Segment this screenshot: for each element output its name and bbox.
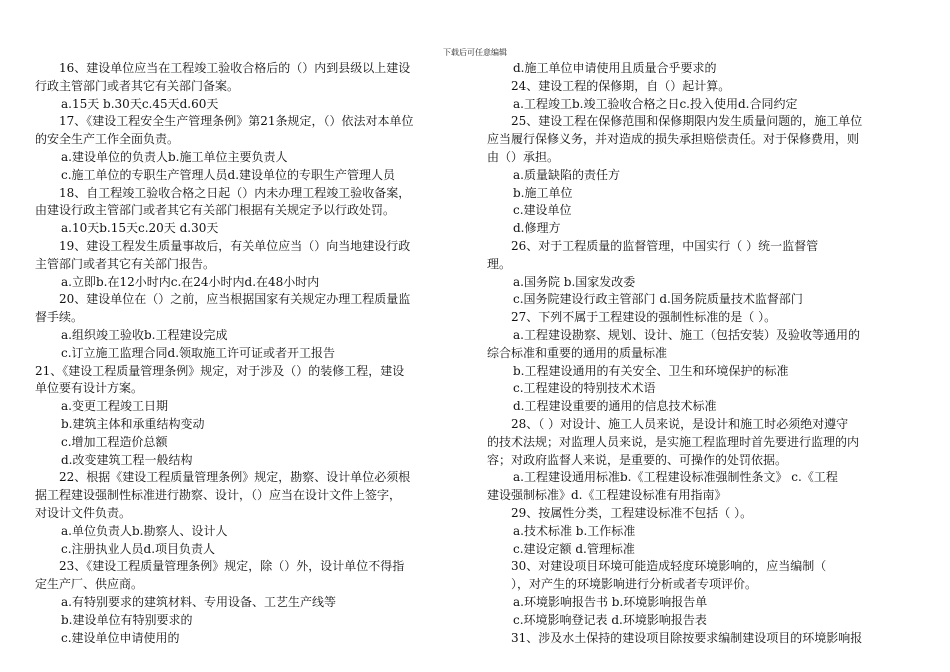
text-line: 25、建设工程在保修范围和保修期限内发生质量问题的，施工单位 [511,114,863,129]
text-line: 理。 [487,256,512,271]
text-line: a.15天 b.30天c.45天d.60天 [61,96,219,111]
text-line: 16、建设单位应当在工程竣工验收合格后的（）内到县级以上建设 [59,61,411,75]
text-line: 由（）承担。 [487,149,560,164]
text-line: b.工程建设通用的有关安全、卫生和环境保护的标准 [513,363,789,378]
page-header: 下载后可任意编辑 [443,48,507,57]
text-line: 应当履行保修义务，并对造成的损失承担赔偿责任。对于保修费用，则 [487,132,860,147]
text-line: c.建设单位 [513,203,572,218]
text-line: a.工程建设勘察、规划、设计、施工（包括安装）及验收等通用的 [513,327,860,342]
text-line: 23、《建设工程质量管理条例》规定，除（）外，设计单位不得指 [59,559,405,574]
text-line: 督手续。 [35,310,84,325]
text-line: 由建设行政主管部门或者其它有关部门根据有关规定予以行政处罚。 [35,203,396,218]
text-line: c.施工单位的专职生产管理人员d.建设单位的专职生产管理人员 [61,167,396,182]
text-line: 18、自工程竣工验收合格之日起（）内未办理工程竣工验收备案， [59,185,411,200]
text-line: c.国务院建设行政主管部门 d.国务院质量技术监督部门 [513,292,803,307]
text-line: 对设计文件负责。 [35,505,132,520]
text-line: 的安全生产工作全面负责。 [35,132,180,147]
text-line: d.施工单位申请使用且质量合乎要求的 [513,61,717,75]
text-line: d.工程建设重要的通用的信息技术标准 [513,399,717,414]
text-line: b.施工单位 [513,185,573,200]
text-line: a.质量缺陷的责任方 [513,167,620,182]
text-line: 单位要有设计方案。 [35,381,144,396]
text-line: 定生产厂、供应商。 [35,577,144,592]
text-line: b.建筑主体和承重结构变动 [61,416,205,431]
right-column [487,60,914,647]
text-line: 20、建设单位在（）之前，应当根据国家有关规定办理工程质量监 [59,292,411,307]
text-line: a.国务院 b.国家发改委 [513,274,636,289]
text-line: 27、下列不属于工程建设的强制性标准的是（ ）。 [511,310,777,325]
text-line: 综合标准和重要的通用的质量标准 [487,345,668,360]
text-line: 28、（ ）对设计、施工人员来说，是设计和施工时必须绝对遵守 [511,416,849,431]
text-line: a.建设单位的负责人b.施工单位主要负责人 [61,149,288,164]
text-line: c.建设单位申请使用的 [61,630,180,645]
text-line: c.环境影响登记表 d.环境影响报告表 [513,612,707,627]
text-line: 26、对于工程质量的监督管理，中国实行（ ）统一监督管 [511,238,819,253]
text-line: a.有特别要求的建筑材料、专用设备、工艺生产线等 [61,594,336,609]
text-line: a.工程建设通用标准b.《工程建设标准强制性条文》 c.《工程 [513,470,838,485]
text-line: d.改变建筑工程一般结构 [61,452,193,467]
text-line: c.增加工程造价总额 [61,434,168,449]
text-line: b.建设单位有特别要求的 [61,612,193,627]
text-line: ），对产生的环境影响进行分析或者专项评价。 [511,577,758,592]
text-line: 22、根据《建设工程质量管理条例》规定，勘察、设计单位必须根 [59,470,411,485]
text-line: a.工程竣工b.竣工验收合格之日c.投入使用d.合同约定 [513,96,798,111]
text-line: a.技术标准 b.工作标准 [513,523,636,538]
text-line: 21、《建设工程质量管理条例》规定，对于涉及（）的装修工程，建设 [35,363,405,378]
left-column [35,60,460,647]
text-line: 19、建设工程发生质量事故后，有关单位应当（）向当地建设行政 [59,238,411,253]
text-line: 据工程建设强制性标准进行勘察、设计，（）应当在设计文件上签字， [35,488,402,503]
text-line: c.建设定额 d.管理标准 [513,541,635,556]
text-line: c.订立施工监理合同d.领取施工许可证或者开工报告 [61,345,336,360]
text-line: 主管部门或者其它有关部门报告。 [35,256,216,271]
text-line: a.变更工程竣工日期 [61,399,168,414]
text-line: 24、建设工程的保修期，自（）起计算。 [511,78,731,93]
text-line: 17、《建设工程安全生产管理条例》第21条规定，（）依法对本单位 [59,114,414,129]
text-line: a.10天b.15天c.20天 d.30天 [61,221,219,236]
text-line: 容；对政府监督人来说，是重要的、可操作的处罚依据。 [487,452,788,467]
text-line: 30、对建设项目环境可能造成轻度环境影响的，应当编制（ [511,559,827,574]
text-line: 的技术法规；对监理人员来说，是实施工程监理时首先要进行监理的内 [487,434,860,449]
text-line: 建设强制标准》d.《工程建设标准有用指南》 [487,488,727,503]
text-line: 行政主管部门或者其它有关部门备案。 [35,78,240,93]
text-line: c.注册执业人员d.项目负责人 [61,541,216,556]
text-line: a.立即b.在12小时内c.在24小时内d.在48小时内 [61,274,320,289]
text-line: a.环境影响报告书 b.环境影响报告单 [513,594,708,609]
text-line: a.单位负责人b.勘察人、设计人 [61,523,228,538]
text-line: d.修理方 [513,221,561,236]
text-line: a.组织竣工验收b.工程建设完成 [61,327,228,342]
text-line: c.工程建设的特别技术术语 [513,381,656,396]
text-line: 29、按属性分类，工程建设标准不包括（ ）。 [511,505,753,520]
text-line: 31、涉及水土保持的建设项目除按要求编制建设项目的环境影响报 [511,630,863,645]
